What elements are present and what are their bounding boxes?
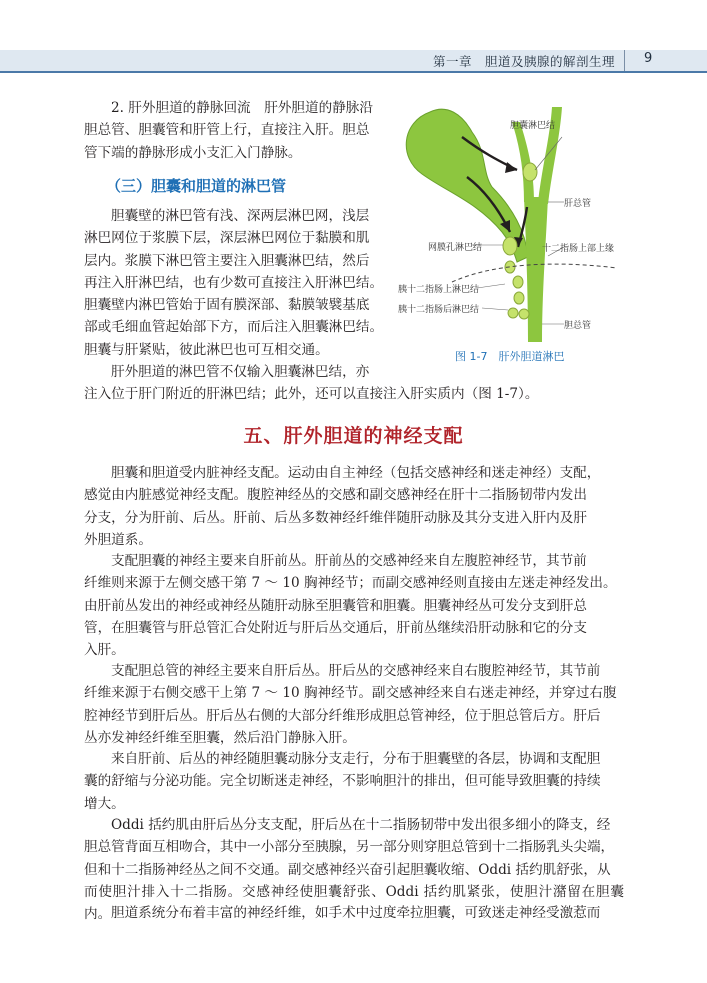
label-duodenum-upper-border: 十二指肠上部上缘 [542, 244, 615, 254]
section-title: 五、肝外胆道的神经支配 [243, 425, 464, 447]
lymph-subheading: （三）胆囊和胆道的淋巴管 [106, 177, 287, 195]
text-line: 胆道系统分布着丰富的神经纤维，如手术中过度牵拉胆囊，可致迷走神经受激惹而 [111, 905, 601, 921]
text-line: 层内。浆膜下淋巴管主要注入胆囊淋巴结，然后 [84, 252, 370, 269]
text-line: 分支，分为肝前、后丛。肝前、后丛多数神经纤维伴随肝动脉及其分支进入肝内及肝 [84, 509, 587, 526]
text-line: 肝外胆道的淋巴管不仅输入胆囊淋巴结，亦 [111, 364, 370, 380]
text-line: 由肝前丛发出的神经或神经丛随肝动脉至胆囊管和胆囊。胆囊神经丛可发分支到肝总 [84, 597, 587, 614]
text-line: 2. 肝外胆道的静脉回流 肝外胆道的静脉沿 [111, 100, 373, 116]
text-line: 丛亦发神经纤维至胆囊，然后沿门静脉入肝。 [84, 729, 356, 746]
text-line: 但和十二指肠神经丛之间不交通。副交感神经兴奋引起胆囊收缩、Oddi 括约肌舒张，从 [84, 861, 611, 878]
text-line: 囊的舒缩与分泌功能。完全切断迷走神经，不影响胆汁的排出，但可能导致胆囊的持续 [84, 773, 601, 790]
page-number: 9 [644, 51, 653, 66]
text-line: 管下端的静脉形成小支汇入门静脉。 [84, 144, 302, 161]
nerve-paragraph-4 [84, 748, 624, 815]
text-line: 胆囊与肝紧贴，彼此淋巴也可互相交通。 [84, 341, 329, 358]
text-line: 管，在胆囊管与肝总管汇合处附近与肝后丛交通后，肝前丛继续沿肝动脉和它的分支 [84, 619, 587, 636]
text-line: 纤维来源于右侧交感干上第 7 ～ 10 胸神经节。副交感神经来自右迷走神经，并穿过右腹 [84, 685, 617, 702]
text-line: 腔神经节到肝后丛。肝后丛右侧的大部分纤维形成胆总管神经，位于胆总管后方。肝后 [84, 707, 601, 724]
lymph-paragraph [84, 205, 390, 361]
header-separator [624, 50, 625, 71]
text-line: 支配胆总管的神经主要来自肝后丛。肝后丛的交感神经来自右腹腔神经节，其节前 [111, 663, 601, 679]
nerve-paragraph-2 [84, 550, 624, 661]
vein-paragraph [84, 97, 390, 164]
text-line: 部或毛细血管起始部下方，而后注入胆囊淋巴结。 [84, 319, 384, 336]
header-rule [0, 71, 707, 73]
figure-caption: 图 1-7 肝外胆道淋巴 [455, 350, 565, 363]
chapter-title: 第一章 胆道及胰腺的解剖生理 [432, 54, 615, 69]
hepatic-duct-left [512, 122, 534, 202]
nerve-paragraph-6 [84, 902, 624, 924]
label-gallbladder-node: 胆囊淋巴结 [510, 121, 556, 131]
nerve-paragraph-1 [84, 462, 624, 551]
text-line: 增大。 [84, 795, 125, 812]
text-line: 再注入肝淋巴结，也有少数可直接注入肝淋巴结。 [84, 274, 384, 291]
text-line: 来自肝前、后丛的神经随胆囊动脉分支走行，分布于胆囊壁的各层，协调和支配胆 [111, 751, 601, 767]
text-line: 胆囊和胆道受内脏神经支配。运动由自主神经（包括交感神经和迷走神经）支配， [111, 465, 601, 481]
lymph-paragraph-2 [84, 361, 624, 406]
text-line: 胆总管、胆囊管和肝管上行，直接注入肝。胆总 [84, 122, 370, 139]
common-bile-duct-shape [524, 197, 548, 342]
text-line: 淋巴网位于浆膜下层，深层淋巴网位于黏膜和肌 [84, 230, 370, 247]
label-retroduodenal-node: 胰十二指肠后淋巴结 [398, 305, 480, 315]
nerve-paragraph-3 [84, 660, 624, 749]
text-line: 胆囊壁内淋巴管始于固有膜深部、黏膜皱襞基底 [84, 297, 370, 314]
label-supraduodenal-node: 胰十二指肠上淋巴结 [398, 285, 480, 295]
text-line: 入肝。 [84, 642, 125, 659]
label-common-hepatic-duct: 肝总管 [564, 199, 592, 209]
text-line: 感觉由内脏感觉神经支配。腹腔神经丛的交感和副交感神经在肝十二指肠韧带内发出 [84, 487, 587, 504]
figure-lymph-diagram [392, 92, 632, 362]
text-line: Oddi 括约肌由肝后丛分支支配，肝后丛在十二指肠韧带中发出很多细小的降支，经 [111, 817, 611, 833]
page-header [0, 0, 707, 75]
text-line: 胆囊壁的淋巴管有浅、深两层淋巴网，浅层 [111, 208, 370, 224]
text-line: 注入位于肝门附近的肝淋巴结；此外，还可以直接注入肝实质内（图 1-7）。 [84, 386, 539, 403]
text-line: 外胆道系。 [84, 531, 152, 548]
text-line: 胆总管背面互相吻合，其中一小部分至胰腺，另一部分则穿胆总管到十二指肠乳头尖端， [84, 839, 615, 856]
text-line: 支配胆囊的神经主要来自肝前丛。肝前丛的交感神经来自左腹腔神经节，其节前 [111, 553, 587, 569]
text-line: 而使胆汁排入十二指肠。交感神经使胆囊舒张、Oddi 括约肌紧张，使胆汁潴留在胆囊内。 [84, 883, 624, 923]
label-common-bile-duct: 胆总管 [564, 321, 592, 331]
label-omental-foramen-node: 网膜孔淋巴结 [428, 243, 483, 253]
text-line: 纤维则来源于左侧交感干第 7 ～ 10 胸神经节；而副交感神经则直接由左迷走神经发出。 [84, 575, 617, 592]
